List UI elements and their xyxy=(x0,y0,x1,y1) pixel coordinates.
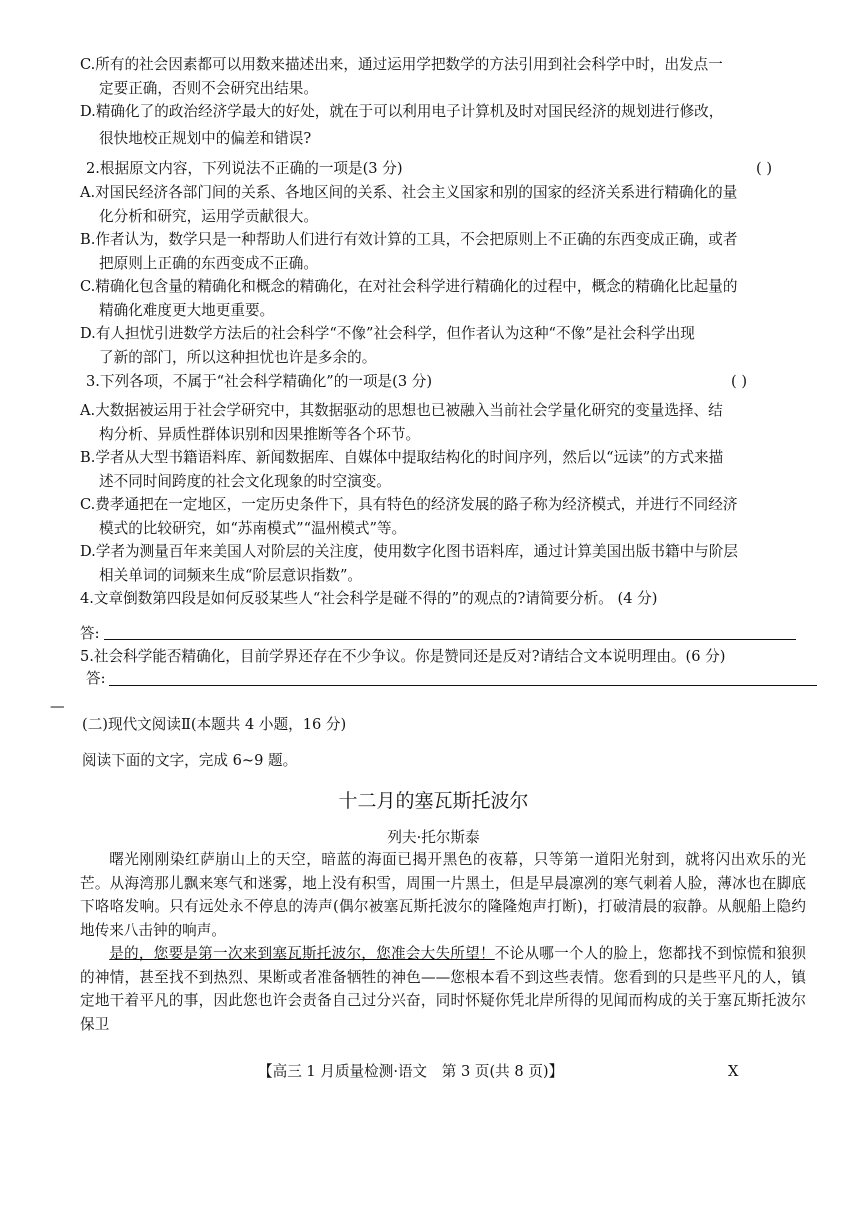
q2-option-c-line2: 精确化难度更大地更重要。 xyxy=(99,302,275,319)
footer-mark: X xyxy=(728,1063,739,1080)
q1-option-c-line1: C.所有的社会因素都可以用数来描述出来，通过运用学把数学的方法引用到社会科学中时，出发点一 xyxy=(80,56,723,73)
separator-dash: — xyxy=(50,698,65,715)
q3-option-a-line1: A.大数据被运用于社会学研究中，其数据驱动的思想也已被融入当前社会学量化研究的变量选择、结 xyxy=(80,402,723,419)
paragraph-2-text: 不论从哪一个人的脸上，您都找不到惊慌和狼狈的神情，甚至找不到热烈、果断或者准备牺牲的神色——您根本看不到这些表情。您看到的只是些平凡的人，镇定地干着平凡的事，因此您也许会责备自己过分兴奋，同时怀疑你凭北岸所得的见闻而构成的关于塞瓦斯托波尔保卫 xyxy=(80,945,806,1033)
q3-option-d-line2: 相关单词的词频来生成“阶层意识指数”。 xyxy=(99,567,363,584)
q2-stem: 2.根据原文内容，下列说法不正确的一项是(3 分) xyxy=(86,160,403,177)
q5-answer-line[interactable] xyxy=(109,685,817,686)
q3-option-d-line1: D.学者为测量百年来美国人对阶层的关注度，使用数字化图书语料库，通过计算美国出版书籍中与阶层 xyxy=(80,543,738,560)
q2-option-a-line2: 化分析和研究，运用学贡献很大。 xyxy=(99,208,318,225)
q2-answer-paren: ( ) xyxy=(756,160,773,177)
q4-stem: 4.文章倒数第四段是如何反驳某些人“社会科学是碰不得的”的观点的?请简要分析。 (4 分) xyxy=(80,590,658,607)
section-heading: (二)现代文阅读Ⅱ(本题共 4 小题，16 分) xyxy=(82,716,347,733)
q2-option-d-line2: 了新的部门，所以这种担忧也许是多余的。 xyxy=(99,349,377,366)
q2-option-c-line1: C.精确化包含量的精确化和概念的精确化，在对社会科学进行精确化的过程中，概念的精确化比起量的 xyxy=(80,278,738,295)
q3-option-c-line1: C.费孝通把在一定地区，一定历史条件下，具有特色的经济发展的路子称为经济模式，并进行不同经济 xyxy=(80,496,738,513)
q3-stem: 3.下列各项，不属于“社会科学精确化”的一项是(3 分) xyxy=(86,373,433,390)
q3-answer-paren: ( ) xyxy=(731,373,748,390)
q4-answer-label: 答: xyxy=(80,625,100,642)
article-title: 十二月的塞瓦斯托波尔 xyxy=(338,790,529,812)
q5-answer-label: 答: xyxy=(86,670,106,687)
q1-option-d-line1: D.精确化了的政治经济学最大的好处，就在于可以利用电子计算机及时对国民经济的规划进行修改， xyxy=(80,103,724,120)
page-footer: 【高三 1 月质量检测·语文 第 3 页(共 8 页)】 xyxy=(258,1063,564,1080)
q2-option-a-line1: A.对国民经济各部门间的关系、各地区间的关系、社会主义国家和别的国家的经济关系进行精确化的量 xyxy=(80,184,738,201)
q2-option-d-line1: D.有人担忧引进数学方法后的社会科学“不像”社会科学，但作者认为这种“不像”是社会科学出现 xyxy=(80,325,695,342)
q4-answer-line[interactable] xyxy=(104,639,796,640)
section-instruction: 阅读下面的文字，完成 6~9 题。 xyxy=(82,752,298,769)
article-paragraph-1: 曙光刚刚染红萨崩山上的天空，暗蓝的海面已揭开黑色的夜幕，只等第一道阳光射到，就将闪出欢乐的光芒。从海湾那儿飘来寒气和迷雾，地上没有积雪，周围一片黑土，但是早晨凛冽的寒气刺着人脸，薄冰也在脚底下咯咯发响。只有远处永不停息的涛声(偶尔被塞瓦斯托波尔的隆隆炮声打断)，打破清晨的寂静。从舰船上隐约地传来八击钟的响声。 xyxy=(80,851,806,939)
q5-stem: 5.社会科学能否精确化，目前学界还存在不少争议。你是赞同还是反对?请结合文本说明理由。(6 分) xyxy=(80,648,726,665)
article-author: 列夫·托尔斯泰 xyxy=(387,829,480,846)
q1-option-c-line2: 定要正确，否则不会研究出结果。 xyxy=(99,80,318,97)
q2-option-b-line1: B.作者认为，数学只是一种帮助人们进行有效计算的工具，不会把原则上不正确的东西变成正确，或者 xyxy=(80,231,738,248)
q3-option-c-line2: 模式的比较研究，如“苏南模式”“温州模式”等。 xyxy=(99,520,407,537)
article-paragraph-2 xyxy=(80,942,806,1036)
q3-option-a-line2: 构分析、异质性群体识别和因果推断等各个环节。 xyxy=(99,426,421,443)
q3-option-b-line2: 述不同时间跨度的社会文化现象的时空演变。 xyxy=(99,473,391,490)
underlined-sentence: 是的，您要是第一次来到塞瓦斯托波尔，您准会大失所望！ xyxy=(109,945,495,962)
q3-option-b-line1: B.学者从大型书籍语料库、新闻数据库、自媒体中提取结构化的时间序列，然后以“远读”的方式来描 xyxy=(80,449,724,466)
q2-option-b-line2: 把原则上正确的东西变成不正确。 xyxy=(99,255,318,272)
q1-option-d-line2: 很快地校正规划中的偏差和错误? xyxy=(99,130,312,147)
